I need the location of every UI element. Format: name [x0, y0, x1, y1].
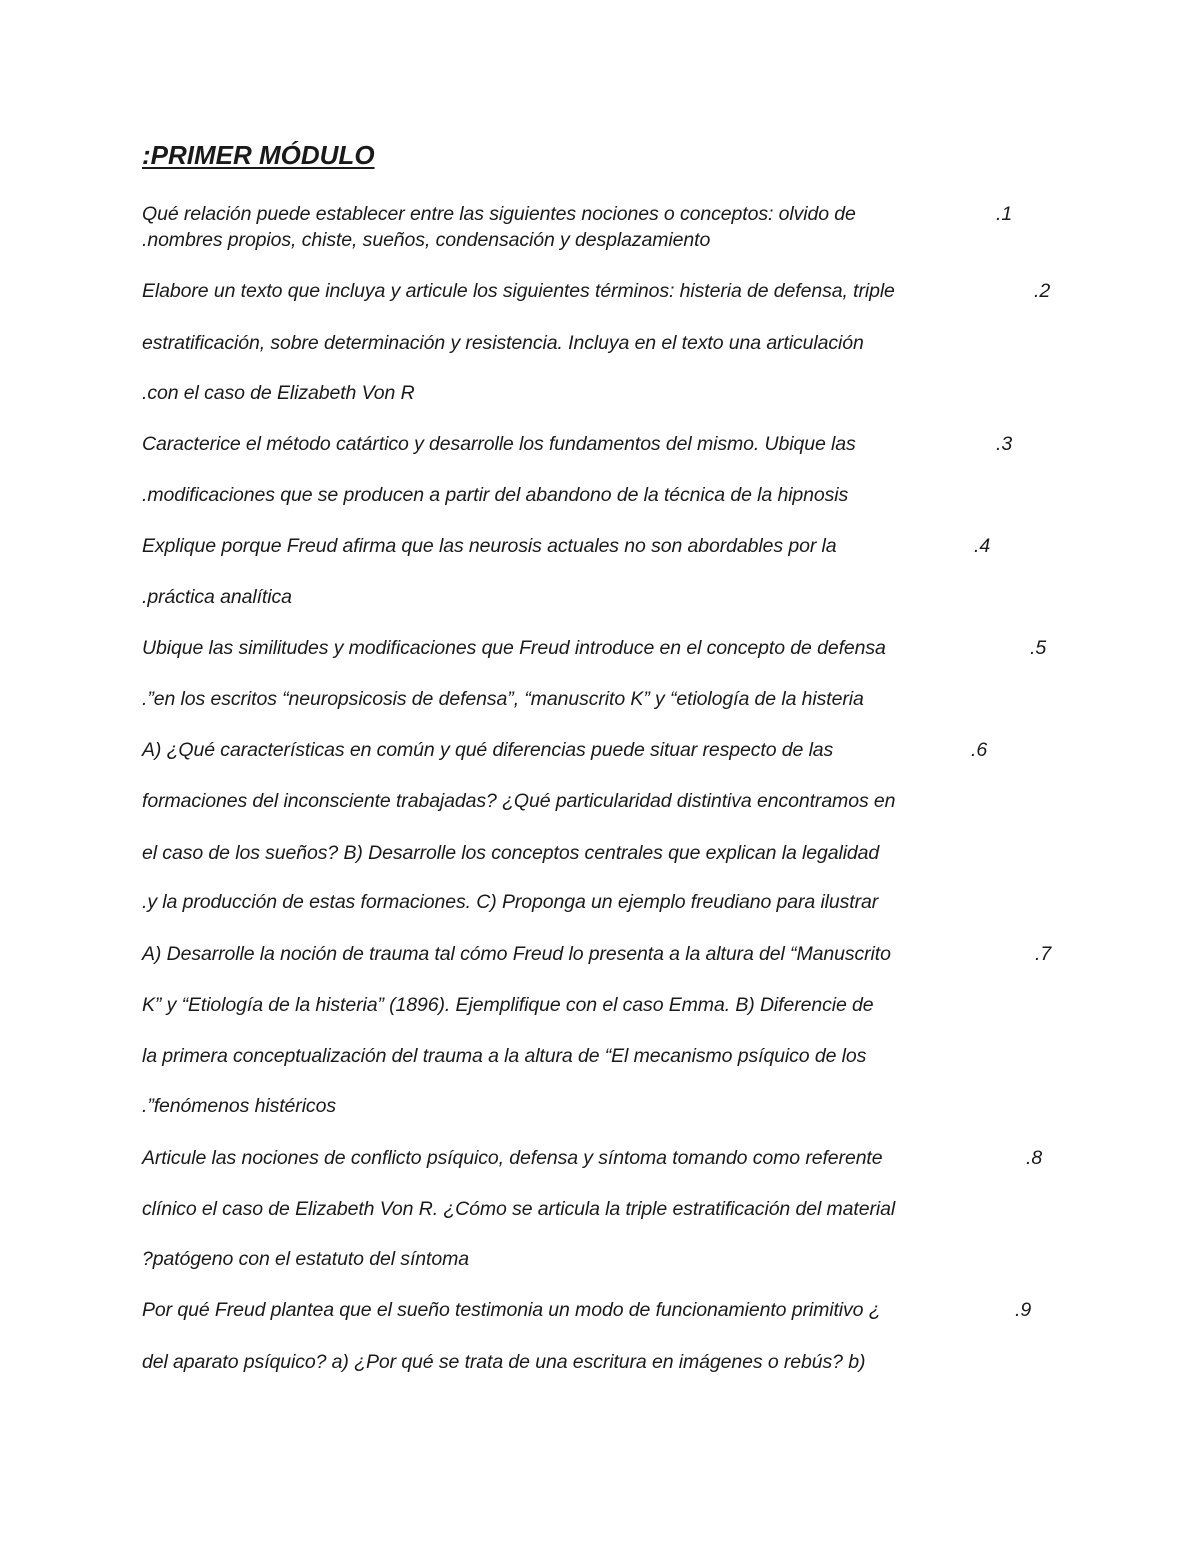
question-number: .4 — [974, 535, 991, 557]
question-text-line: .”en los escritos “neuropsicosis de defensa”, “manuscrito K” y “etiología de la histeria — [142, 688, 864, 710]
question-text-line: K” y “Etiología de la histeria” (1896). Ejemplifique con el caso Emma. B) Diferencie de — [142, 994, 874, 1016]
question-number: .3 — [996, 433, 1013, 455]
question-text-line: Articule las nociones de conflicto psíquico, defensa y síntoma tomando como referente — [142, 1147, 883, 1169]
question-text-line: .nombres propios, chiste, sueños, condensación y desplazamiento — [142, 229, 711, 251]
question-text-line: el caso de los sueños? B) Desarrolle los conceptos centrales que explican la legalidad — [142, 842, 880, 864]
question-text-line: del aparato psíquico? a) ¿Por qué se trata de una escritura en imágenes o rebús? b) — [142, 1351, 866, 1373]
question-text-line: formaciones del inconsciente trabajadas? ¿Qué particularidad distintiva encontramos en — [142, 790, 896, 812]
question-number: .5 — [1030, 637, 1047, 659]
question-text-line: ?patógeno con el estatuto del síntoma — [142, 1248, 469, 1270]
question-text-line: Caracterice el método catártico y desarrolle los fundamentos del mismo. Ubique las — [142, 433, 856, 455]
question-text-line: clínico el caso de Elizabeth Von R. ¿Cómo se articula la triple estratificación del material — [142, 1198, 896, 1220]
question-text-line: estratificación, sobre determinación y resistencia. Incluya en el texto una articulación — [142, 332, 864, 354]
question-text-line: Ubique las similitudes y modificaciones que Freud introduce en el concepto de defensa — [142, 637, 886, 659]
question-text-line: Elabore un texto que incluya y articule los siguientes términos: histeria de defensa, triple — [142, 280, 895, 302]
question-text-line: .y la producción de estas formaciones. C) Proponga un ejemplo freudiano para ilustrar — [142, 891, 879, 913]
question-number: .8 — [1026, 1147, 1043, 1169]
question-text-line: .modificaciones que se producen a partir del abandono de la técnica de la hipnosis — [142, 484, 849, 506]
question-text-line: Qué relación puede establecer entre las siguientes nociones o conceptos: olvido de — [142, 203, 856, 225]
question-number: .6 — [971, 739, 988, 761]
question-text-line: A) ¿Qué características en común y qué diferencias puede situar respecto de las — [142, 739, 834, 761]
question-number: .9 — [1015, 1299, 1032, 1321]
question-number: .2 — [1034, 280, 1051, 302]
question-number: .7 — [1035, 943, 1052, 965]
question-text-line: .”fenómenos histéricos — [142, 1095, 336, 1117]
question-text-line: Explique porque Freud afirma que las neurosis actuales no son abordables por la — [142, 535, 837, 557]
question-text-line: la primera conceptualización del trauma a la altura de “El mecanismo psíquico de los — [142, 1045, 867, 1067]
question-text-line: .práctica analítica — [142, 586, 292, 608]
question-text-line: Por qué Freud plantea que el sueño testimonia un modo de funcionamiento primitivo ¿ — [142, 1299, 881, 1321]
question-text-line: A) Desarrolle la noción de trauma tal cómo Freud lo presenta a la altura del “Manuscrito — [142, 943, 891, 965]
page-title: :PRIMER MÓDULO — [142, 140, 375, 170]
question-text-line: .con el caso de Elizabeth Von R — [142, 382, 415, 404]
question-number: .1 — [996, 203, 1013, 225]
